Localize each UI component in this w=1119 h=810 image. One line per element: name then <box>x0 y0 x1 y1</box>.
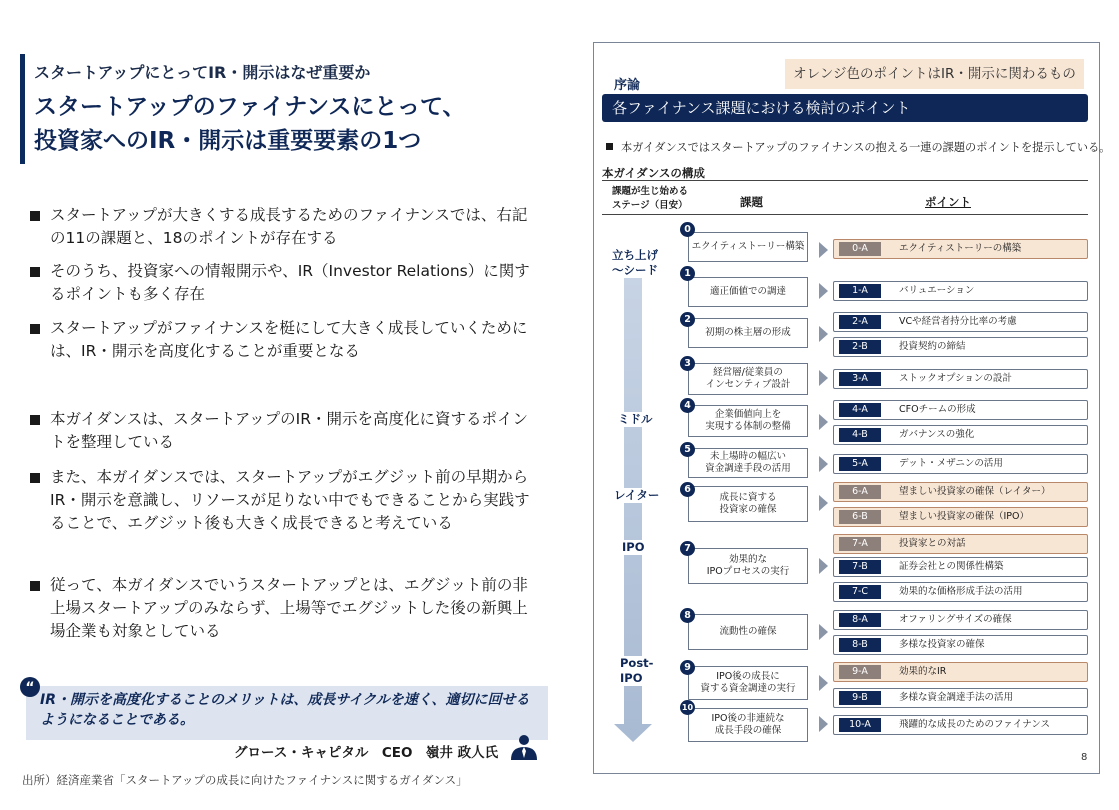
point-row: 6-A 望ましい投資家の確保（レイター） <box>833 482 1088 502</box>
topic-number-badge: 10 <box>680 700 695 715</box>
quote-mark-icon: “ <box>20 677 40 697</box>
point-row: 3-A ストックオプションの設計 <box>833 369 1088 389</box>
topic-number-badge: 3 <box>680 356 695 371</box>
point-row: 4-B ガバナンスの強化 <box>833 425 1088 445</box>
connector-arrow-icon <box>819 414 828 430</box>
point-row: 1-A バリュエーション <box>833 281 1088 301</box>
stage-ipo: IPO <box>622 540 645 554</box>
connector-arrow-icon <box>819 558 828 574</box>
topic-number-badge: 9 <box>680 660 695 675</box>
stage-post-ipo: Post- IPO <box>620 656 654 685</box>
stage-middle: ミドル <box>618 412 653 426</box>
topic-number-badge: 8 <box>680 608 695 623</box>
topic-number-badge: 5 <box>680 442 695 457</box>
point-row: 8-B 多様な投資家の確保 <box>833 635 1088 655</box>
connector-arrow-icon <box>819 624 828 640</box>
stage-seed: 立ち上げ ～シード <box>612 248 658 277</box>
slide-kicker: スタートアップにとってIR・開示はなぜ重要か <box>34 63 371 82</box>
topic-box: 経営層/従業員の インセンティブ設計 <box>688 363 808 395</box>
panel-note: 本ガイダンスではスタートアップのファイナンスの抱える一連の課題のポイントを提示している。 <box>606 139 1110 155</box>
stage-later: レイター <box>614 488 660 502</box>
topic-box: 未上場時の幅広い 資金調達手段の活用 <box>688 448 808 478</box>
topic-number-badge: 6 <box>680 482 695 497</box>
orange-legend-note: オレンジ色のポイントはIR・開示に関わるもの <box>785 59 1084 89</box>
connector-arrow-icon <box>819 675 828 691</box>
point-row: 2-B 投資契約の締結 <box>833 337 1088 357</box>
point-row: 2-A VCや経営者持分比率の考慮 <box>833 312 1088 332</box>
connector-arrow-icon <box>819 370 828 386</box>
bullet-square-icon <box>606 143 613 150</box>
connector-arrow-icon <box>819 283 828 299</box>
point-row: 9-B 多様な資金調達手法の活用 <box>833 688 1088 708</box>
bullet-square-icon <box>30 324 40 334</box>
connector-arrow-icon <box>819 326 828 342</box>
topic-number-badge: 2 <box>680 312 695 327</box>
topic-box: IPO後の成長に 資する資金調達の実行 <box>688 666 808 700</box>
connector-arrow-icon <box>819 456 828 472</box>
topic-number-badge: 0 <box>680 222 695 237</box>
section-label: 序論 <box>614 78 641 93</box>
point-row: 5-A デット・メザニンの活用 <box>833 454 1088 474</box>
bullet-square-icon <box>30 267 40 277</box>
column-header-stage: 課題が生じ始める ステージ（目安） <box>612 186 689 211</box>
topic-box: エクイティストーリー構築 <box>688 232 808 262</box>
headline-line-2: 投資家へのIR・開示は重要要素の1つ <box>34 128 422 154</box>
topic-box: 適正価値での調達 <box>688 277 808 307</box>
point-row: 0-A エクイティストーリーの構築 <box>833 239 1088 259</box>
point-row: 8-A オファリングサイズの確保 <box>833 610 1088 630</box>
topic-number-badge: 7 <box>680 541 695 556</box>
connector-arrow-icon <box>819 242 828 258</box>
connector-arrow-icon <box>819 716 828 732</box>
connector-arrow-icon <box>819 495 828 511</box>
column-header-topic: 課題 <box>740 195 763 209</box>
bullet-square-icon <box>30 473 40 483</box>
point-row: 7-C 効果的な価格形成手法の活用 <box>833 582 1088 602</box>
topic-box: 流動性の確保 <box>688 614 808 650</box>
bullet-square-icon <box>30 581 40 591</box>
point-row: 7-B 証券会社との関係性構築 <box>833 557 1088 577</box>
topic-box: 成長に資する 投資家の確保 <box>688 486 808 522</box>
headline-line-1: スタートアップのファイナンスにとって、 <box>34 94 466 120</box>
column-header-point: ポイント <box>925 195 971 209</box>
page-number: 8 <box>1081 752 1088 763</box>
divider <box>602 180 1088 181</box>
person-icon <box>507 734 541 760</box>
panel-title: 各ファイナンス課題における検討のポイント <box>602 94 1088 122</box>
topic-box: IPO後の非連続な 成長手段の確保 <box>688 708 808 742</box>
slide-headline <box>34 90 554 158</box>
source-note: 出所）経済産業省「スタートアップの成長に向けたファイナンスに関するガイダンス」 <box>22 773 468 787</box>
topic-box: 企業価値向上を 実現する体制の整備 <box>688 405 808 437</box>
topic-box: 効果的な IPOプロセスの実行 <box>688 548 808 584</box>
bullet-square-icon <box>30 211 40 221</box>
structure-label: 本ガイダンスの構成 <box>602 166 705 180</box>
topic-number-badge: 4 <box>680 398 695 413</box>
topic-box: 初期の株主層の形成 <box>688 318 808 348</box>
quote-author: グロース・キャピタル CEO 嶺井 政人氏 <box>234 745 499 761</box>
point-row: 9-A 効果的なIR <box>833 662 1088 682</box>
point-row: 10-A 飛躍的な成長のためのファイナンス <box>833 715 1088 735</box>
title-accent-bar <box>20 54 25 164</box>
point-row: 4-A CFOチームの形成 <box>833 400 1088 420</box>
point-row: 6-B 望ましい投資家の確保（IPO） <box>833 507 1088 527</box>
topic-number-badge: 1 <box>680 266 695 281</box>
bullet-square-icon <box>30 415 40 425</box>
quote-text: IR・開示を高度化することのメリットは、成長サイクルを速く、適切に回せるようになることである。 <box>40 692 530 728</box>
stage-arrowhead-icon <box>614 724 652 742</box>
divider <box>602 214 1088 215</box>
point-row: 7-A 投資家との対話 <box>833 534 1088 554</box>
